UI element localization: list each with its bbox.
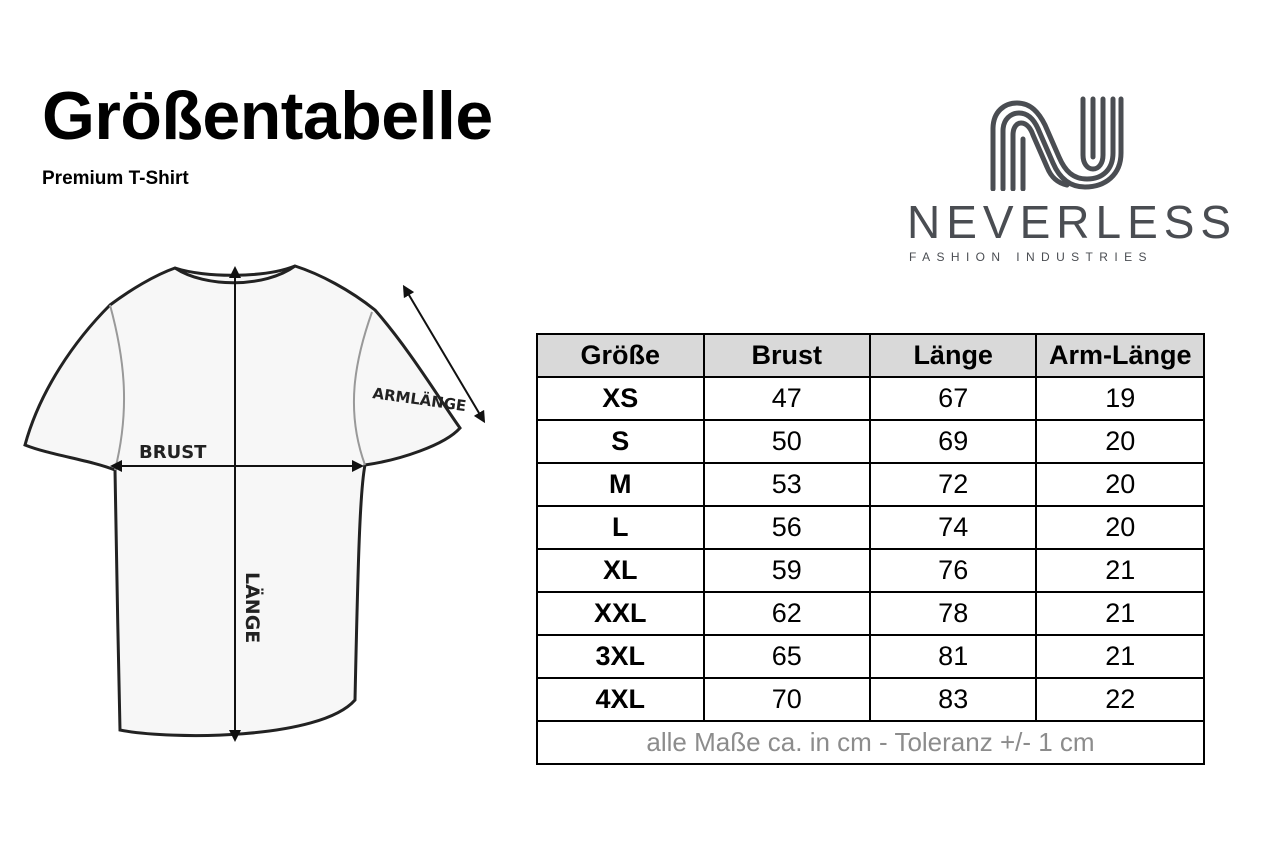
- size-table: [536, 333, 1205, 765]
- arm-length-cell: 20: [1036, 420, 1204, 463]
- table-header-row: [537, 334, 1204, 377]
- chest-cell: 53: [704, 463, 870, 506]
- size-cell: L: [537, 506, 704, 549]
- length-cell: 67: [870, 377, 1037, 420]
- table-row: [537, 592, 1204, 635]
- table-row: [537, 635, 1204, 678]
- header-arm-length: Arm-Länge: [1036, 334, 1204, 377]
- size-cell: 3XL: [537, 635, 704, 678]
- header-chest: Brust: [704, 334, 870, 377]
- arm-length-cell: 20: [1036, 463, 1204, 506]
- chest-cell: 47: [704, 377, 870, 420]
- brand-logo: [895, 95, 1238, 270]
- chest-cell: 70: [704, 678, 870, 721]
- length-cell: 72: [870, 463, 1037, 506]
- arm-length-cell: 19: [1036, 377, 1204, 420]
- page-subtitle: Premium T-Shirt: [42, 168, 189, 189]
- table-row: [537, 420, 1204, 463]
- size-cell: 4XL: [537, 678, 704, 721]
- chest-label: BRUST: [139, 442, 207, 463]
- table-row: [537, 678, 1204, 721]
- arm-length-cell: 21: [1036, 635, 1204, 678]
- size-cell: XS: [537, 377, 704, 420]
- page-title: Größentabelle: [42, 78, 493, 154]
- chest-cell: 62: [704, 592, 870, 635]
- length-cell: 83: [870, 678, 1037, 721]
- length-cell: 78: [870, 592, 1037, 635]
- chest-cell: 56: [704, 506, 870, 549]
- header-size: Größe: [537, 334, 704, 377]
- arm-length-cell: 22: [1036, 678, 1204, 721]
- table-row: [537, 377, 1204, 420]
- table-row: [537, 463, 1204, 506]
- table-row: [537, 549, 1204, 592]
- brand-tagline: FASHION INDUSTRIES: [909, 250, 1153, 264]
- length-cell: 76: [870, 549, 1037, 592]
- size-cell: S: [537, 420, 704, 463]
- size-cell: XL: [537, 549, 704, 592]
- arm-length-cell: 21: [1036, 549, 1204, 592]
- arm-label: ARMLÄNGE: [371, 384, 468, 416]
- chest-cell: 65: [704, 635, 870, 678]
- neverless-logo-icon: [987, 95, 1127, 191]
- table-footer-row: [537, 721, 1204, 764]
- size-cell: XXL: [537, 592, 704, 635]
- size-cell: M: [537, 463, 704, 506]
- length-cell: 74: [870, 506, 1037, 549]
- arm-length-cell: 21: [1036, 592, 1204, 635]
- tolerance-note: alle Maße ca. in cm - Toleranz +/- 1 cm: [537, 721, 1204, 764]
- chest-cell: 50: [704, 420, 870, 463]
- length-cell: 81: [870, 635, 1037, 678]
- chest-cell: 59: [704, 549, 870, 592]
- arm-length-cell: 20: [1036, 506, 1204, 549]
- brand-name: NEVERLESS: [907, 196, 1238, 248]
- header-length: Länge: [870, 334, 1037, 377]
- length-label: LÄNGE: [241, 572, 263, 644]
- table-row: [537, 506, 1204, 549]
- tshirt-outline: [25, 266, 460, 736]
- length-cell: 69: [870, 420, 1037, 463]
- tshirt-diagram: [20, 260, 500, 750]
